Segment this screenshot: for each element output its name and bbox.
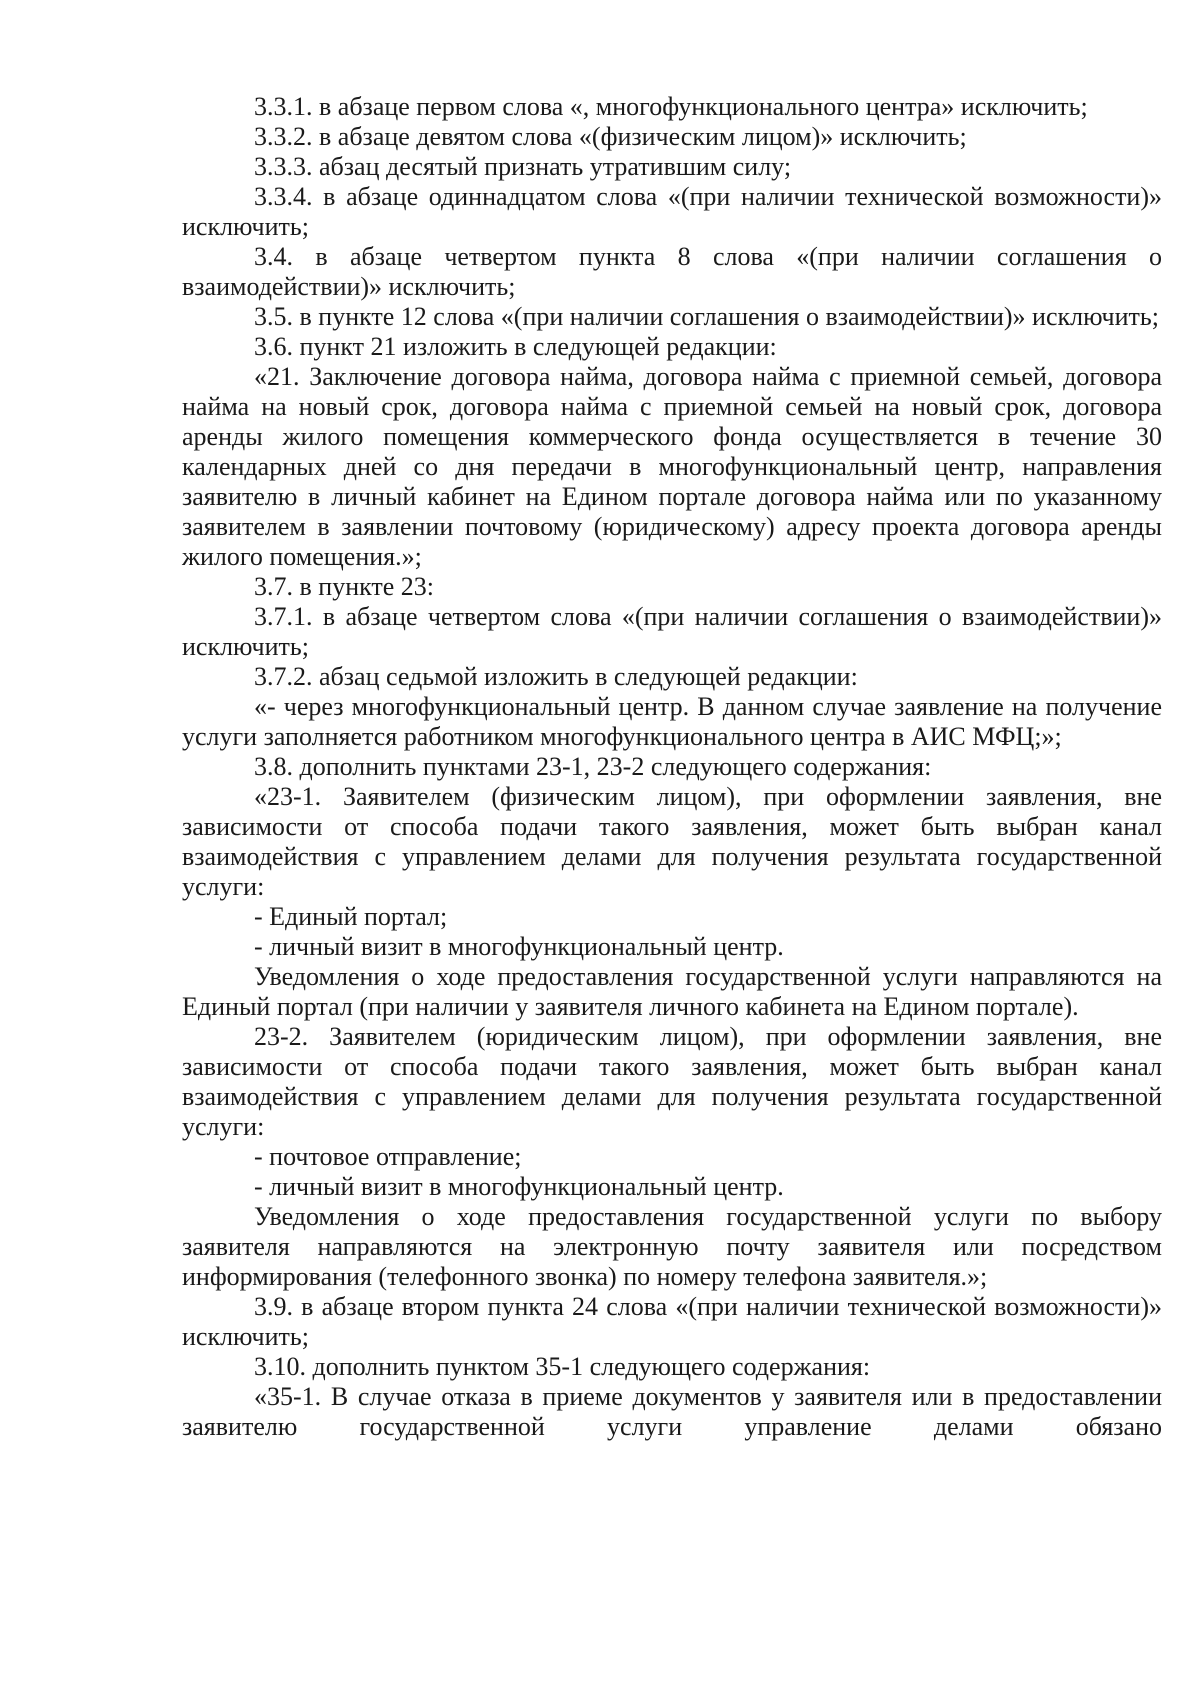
- paragraph-3-10: 3.10. дополнить пунктом 35-1 следующего содержания:: [254, 1352, 871, 1381]
- paragraph-notifications-2: Уведомления о ходе предоставления государственной услуги по выбору заявителя направляются на электронную почту заявителя или посредством информирования (телефонного звонка) по номеру телефона заявителя.»;: [182, 1202, 1162, 1291]
- paragraph-3-8: 3.8. дополнить пунктами 23-1, 23-2 следующего содержания:: [254, 752, 932, 781]
- paragraph-3-7-1: 3.7.1. в абзаце четвертом слова «(при наличии соглашения о взаимодействии)» исключить;: [182, 602, 1162, 661]
- list-item-visit-1: - личный визит в многофункциональный центр.: [254, 932, 784, 961]
- paragraph-23-2: 23-2. Заявителем (юридическим лицом), при оформлении заявления, вне зависимости от способа подачи такого заявления, может быть выбран канал взаимодействия с управлением делами для получения результата государственной услуги:: [182, 1022, 1162, 1141]
- paragraph-3-5: 3.5. в пункте 12 слова «(при наличии соглашения о взаимодействии)» исключить;: [254, 302, 1159, 331]
- paragraph-mfc-quote: «- через многофункциональный центр. В данном случае заявление на получение услуги заполняется работником многофункционального центра в АИС МФЦ;»;: [182, 692, 1162, 751]
- paragraph-3-4: 3.4. в абзаце четвертом пункта 8 слова «(при наличии соглашения о взаимодействии)» исключить;: [182, 242, 1162, 301]
- list-item-portal: - Единый портал;: [254, 902, 448, 931]
- paragraph-3-3-1: 3.3.1. в абзаце первом слова «, многофункционального центра» исключить;: [254, 92, 1088, 121]
- paragraph-21: «21. Заключение договора найма, договора найма с приемной семьей, договора найма на новый срок, договора найма с приемной семьей на новый срок, договора аренды жилого помещения коммерческого фонда осуществляется в течение 30 календарных дней со дня передачи в многофункциональный центр, направления заявителю в личный кабинет на Едином портале договора найма или по указанному заявителем в заявлении почтовому (юридическому) адресу проекта договора аренды жилого помещения.»;: [182, 362, 1162, 571]
- list-item-visit-2: - личный визит в многофункциональный центр.: [254, 1172, 784, 1201]
- paragraph-notifications-1: Уведомления о ходе предоставления государственной услуги направляются на Единый портал (при наличии у заявителя личного кабинета на Едином портале).: [182, 962, 1162, 1021]
- paragraph-3-7: 3.7. в пункте 23:: [254, 572, 435, 601]
- paragraph-3-6: 3.6. пункт 21 изложить в следующей редакции:: [254, 332, 777, 361]
- list-item-post: - почтовое отправление;: [254, 1142, 522, 1171]
- paragraph-23-1: «23-1. Заявителем (физическим лицом), при оформлении заявления, вне зависимости от способа подачи такого заявления, может быть выбран канал взаимодействия с управлением делами для получения результата государственной услуги:: [182, 782, 1162, 901]
- paragraph-3-7-2: 3.7.2. абзац седьмой изложить в следующей редакции:: [254, 662, 858, 691]
- paragraph-3-3-2: 3.3.2. в абзаце девятом слова «(физическим лицом)» исключить;: [254, 122, 967, 151]
- paragraph-3-3-4: 3.3.4. в абзаце одиннадцатом слова «(при наличии технической возможности)» исключить;: [182, 182, 1162, 241]
- paragraph-35-1: «35-1. В случае отказа в приеме документов у заявителя или в предоставлении заявителю государственной услуги управление делами обязано: [182, 1382, 1162, 1441]
- paragraph-3-3-3: 3.3.3. абзац десятый признать утратившим силу;: [254, 152, 792, 181]
- document-page: [182, 92, 1162, 1442]
- paragraph-3-9: 3.9. в абзаце втором пункта 24 слова «(при наличии технической возможности)» исключить;: [182, 1292, 1162, 1351]
